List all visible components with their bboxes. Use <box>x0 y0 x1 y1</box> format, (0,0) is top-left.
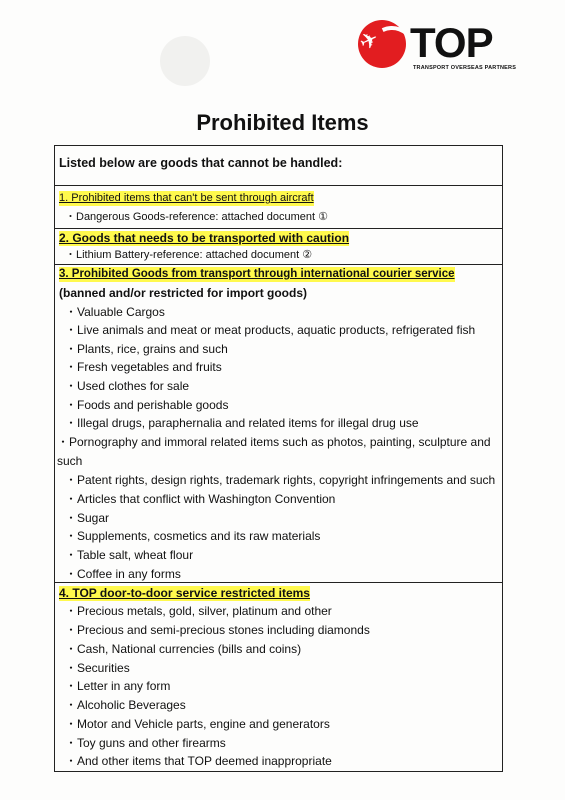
list-item: ・Motor and Vehicle parts, engine and generators <box>65 717 330 731</box>
logo-tagline: TRANSPORT OVERSEAS PARTNERS <box>413 65 517 71</box>
list-item: ・Alcoholic Beverages <box>65 698 186 712</box>
list-item: ・Supplements, cosmetics and its raw materials <box>65 529 321 543</box>
list-item: ・Precious and semi-precious stones including diamonds <box>65 623 370 637</box>
list-item: ・Fresh vegetables and fruits <box>65 360 222 374</box>
section-2-heading: 2. Goods that needs to be transported with caution <box>59 231 350 245</box>
section-3-heading: 3. Prohibited Goods from transport through international courier service <box>59 268 455 280</box>
background-watermark-circle <box>160 36 210 86</box>
list-item: ・Patent rights, design rights, trademark rights, copyright infringements and such <box>65 473 496 487</box>
list-item: ・Used clothes for sale <box>65 379 190 393</box>
list-item: ・Table salt, wheat flour <box>65 548 194 562</box>
section-divider <box>55 185 502 186</box>
list-item: ・Plants, rice, grains and such <box>65 342 228 356</box>
list-item: ・Foods and perishable goods <box>65 398 229 412</box>
list-item: ・Valuable Cargos <box>65 305 165 319</box>
page-title: Prohibited Items <box>196 110 369 135</box>
list-item: ・Toy guns and other firearms <box>65 736 226 750</box>
section-3-subheading: (banned and/or restricted for import goods) <box>59 286 308 300</box>
list-item: ・Securities <box>65 661 130 675</box>
top-logo <box>356 18 524 80</box>
section-divider <box>55 228 502 229</box>
list-item-continuation: such <box>57 454 83 468</box>
list-item: ・Pornography and immoral related items such as photos, painting, sculpture and <box>57 435 491 449</box>
intro-text: Listed below are goods that cannot be handled: <box>59 156 343 170</box>
airplane-icon: ✈ <box>355 25 383 56</box>
list-item: ・Sugar <box>65 511 110 525</box>
list-item: ・Lithium Battery-reference: attached document ② <box>65 249 313 261</box>
section-divider <box>55 582 502 583</box>
section-4-heading: 4. TOP door-to-door service restricted items <box>59 586 310 600</box>
prohibited-items-table <box>54 145 503 772</box>
list-item: ・Cash, National currencies (bills and coins) <box>65 642 302 656</box>
list-item: ・Coffee in any forms <box>65 567 181 581</box>
list-item: ・Illegal drugs, paraphernalia and related items for illegal drug use <box>65 416 419 430</box>
list-item: ・Precious metals, gold, silver, platinum and other <box>65 604 332 618</box>
list-item: ・Live animals and meat or meat products, aquatic products, refrigerated fish <box>65 323 476 337</box>
list-item: ・And other items that TOP deemed inappropriate <box>65 754 332 768</box>
list-item: ・Articles that conflict with Washington Convention <box>65 492 336 506</box>
section-divider <box>55 264 502 265</box>
list-item: ・Letter in any form <box>65 679 171 693</box>
logo-wordmark: TOP <box>410 19 493 66</box>
list-item: ・Dangerous Goods-reference: attached document ① <box>65 211 329 223</box>
section-1-heading: 1. Prohibited items that can't be sent through aircraft <box>59 192 314 204</box>
